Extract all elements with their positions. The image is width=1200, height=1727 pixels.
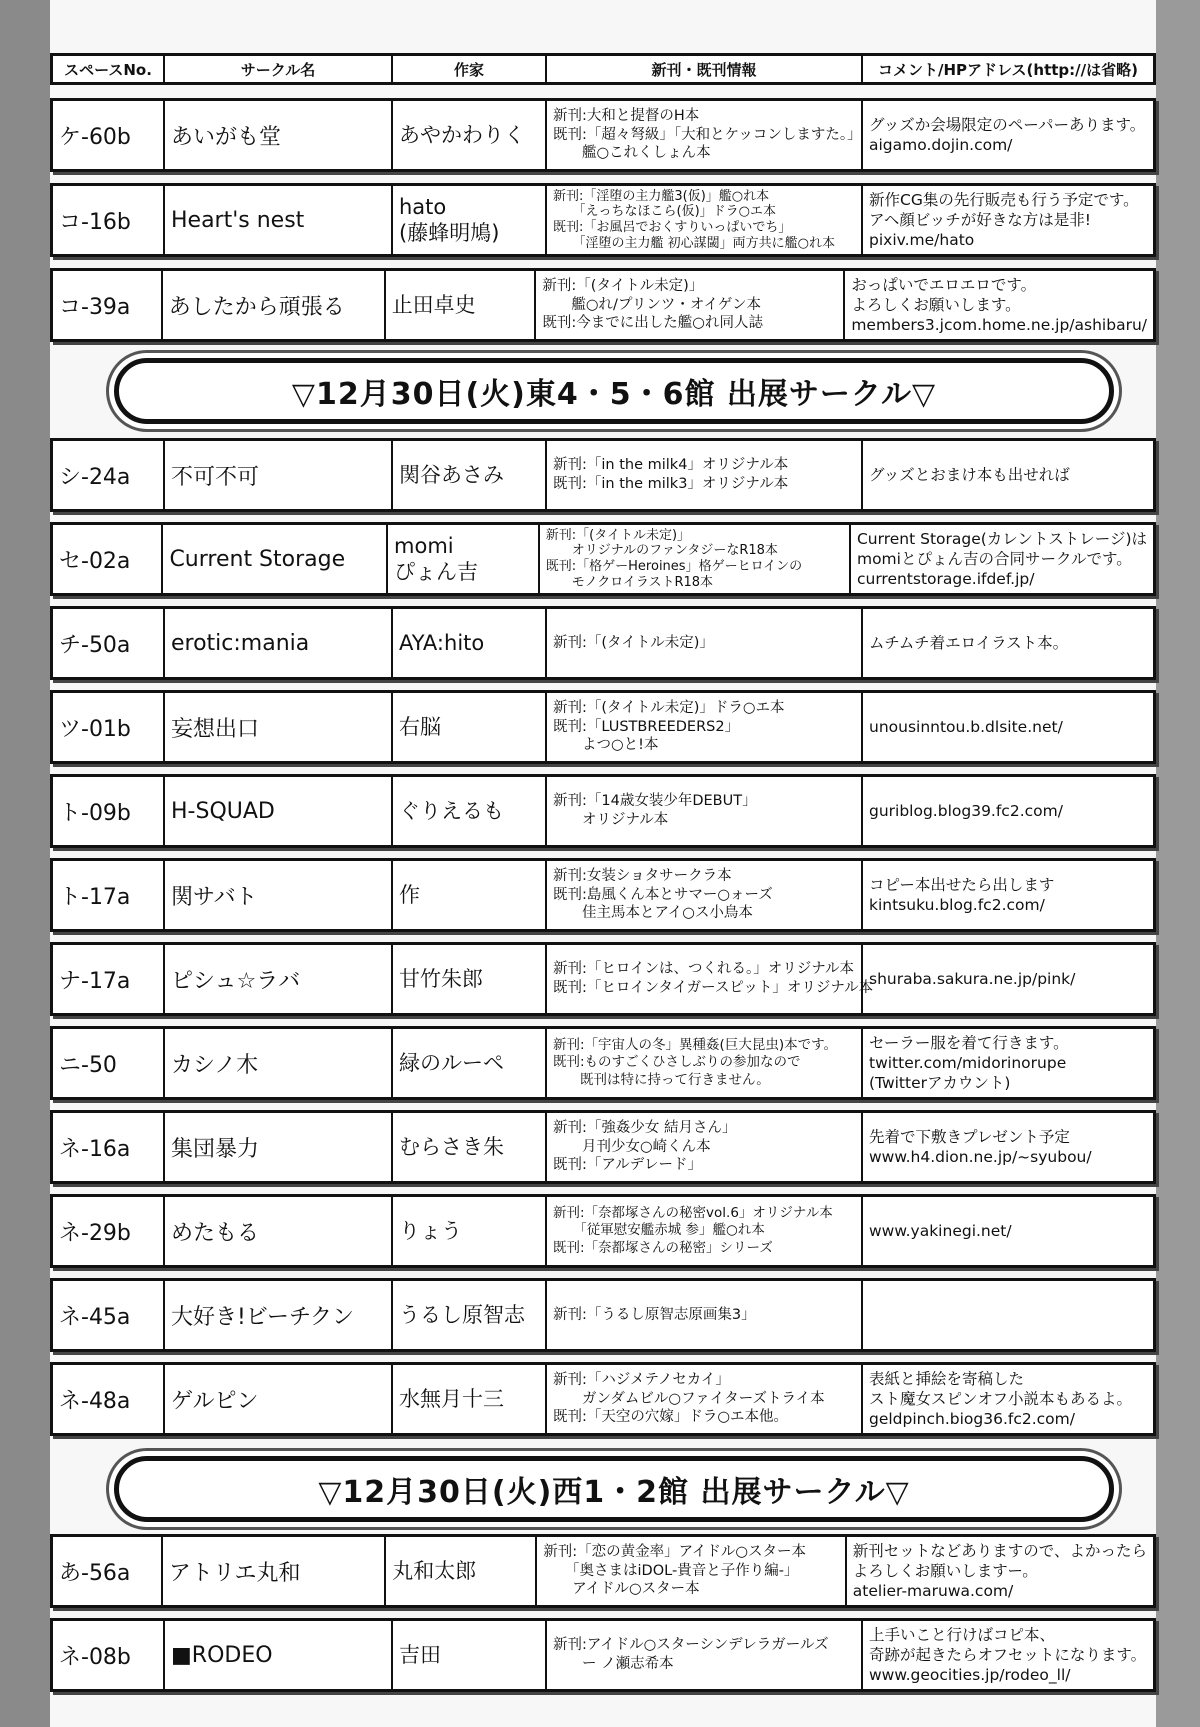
space-no: ネ-16a	[53, 1113, 165, 1181]
space-no: チ-50a	[53, 609, 165, 677]
space-no: ト-17a	[53, 861, 165, 929]
circle-name: H-SQUAD	[165, 777, 393, 845]
circle-name: 関サバト	[165, 861, 393, 929]
table-row	[50, 98, 1156, 172]
comment: 上手いこと行けばコピ本、 奇跡が起きたらオフセットになります。 www.geocities.jp/rodeo_ll/	[869, 1625, 1147, 1685]
comment: 先着で下敷きプレゼント予定 www.h4.dion.ne.jp/~syubou/	[869, 1127, 1092, 1166]
table-row	[50, 1618, 1156, 1692]
comment: unousinntou.b.dlsite.net/	[869, 717, 1063, 736]
comment: セーラー服を着て行きます。 twitter.com/midorinorupe (Twitterアカウント)	[869, 1033, 1069, 1093]
book-info: 新刊:「淫堕の主力艦3(仮)」艦○れ本 「えっちなほこら(仮)」ドラ○エ本 既刊:「お風呂でおくすりいっぱいでち」 「淫堕の主力艦 初心謀閾」両方共に艦○れ本	[547, 186, 863, 254]
section-banner-east: ▽12月30日(火)東4・5・6館 出展サークル▽	[114, 358, 1114, 424]
table-row	[50, 268, 1156, 342]
book-info: 新刊:「宇宙人の冬」異種姦(巨大昆虫)本です。 既刊:ものすごくひさしぶりの参加なので 既刊は特に持って行きません。	[547, 1029, 863, 1097]
space-no: コ-16b	[53, 186, 165, 254]
book-info: 新刊:女装ショタサークラ本 既刊:島風くん本とサマー○ォーズ 佳主馬本とアイ○ス小鳥本	[547, 861, 863, 929]
circle-name: あいがも堂	[165, 101, 393, 169]
header-circle: サークル名	[165, 56, 393, 82]
circle-name: あしたから頑張る	[163, 271, 386, 339]
book-info: 新刊:「14歳女装少年DEBUT」 オリジナル本	[547, 777, 863, 845]
table-row	[50, 606, 1156, 680]
author-name: momi ぴょん吉	[388, 525, 540, 593]
author-name: 緑のルーペ	[393, 1029, 547, 1097]
book-info: 新刊:「(タイトル未定)」 艦○れ/プリンツ・オイゲン本 既刊:今までに出した艦○れ同人誌	[536, 271, 845, 339]
comment: グッズとおまけ本も出せれば	[869, 465, 1070, 484]
table-row	[50, 1026, 1156, 1100]
table-row	[50, 774, 1156, 848]
author-name: 甘竹朱郎	[393, 945, 547, 1013]
comment: Current Storage(カレントストレージ)は momiとぴょん吉の合同サークルです。 currentstorage.ifdef.jp/	[856, 529, 1147, 589]
author-name: 吉田	[393, 1621, 547, 1689]
circle-name: 集団暴力	[165, 1113, 393, 1181]
author-name: AYA:hito	[393, 609, 547, 677]
author-name: ぐりえるも	[393, 777, 547, 845]
author-name: 右脳	[393, 693, 547, 761]
space-no: シ-24a	[53, 441, 165, 509]
header-author: 作家	[393, 56, 547, 82]
circle-name: Heart's nest	[165, 186, 393, 254]
comment: 表紙と挿絵を寄稿した スト魔女スピンオフ小説本もあるよ。 geldpinch.biog36.fc2.com/	[869, 1369, 1133, 1429]
book-info: 新刊:「うるし原智志原画集3」	[547, 1281, 863, 1349]
table-row	[50, 438, 1156, 512]
author-name: むらさき朱	[393, 1113, 547, 1181]
comment: コピー本出せたら出します kintsuku.blog.fc2.com/	[869, 875, 1055, 914]
table-row	[50, 690, 1156, 764]
book-info: 新刊:「恋の黄金率」アイドル○スター本 「奥さまはiDOL-貴音と子作り編-」 アイドル○スター本	[537, 1537, 847, 1605]
space-no: ネ-48a	[53, 1365, 165, 1433]
header-space-no: スペースNo.	[53, 56, 165, 82]
header-info: 新刊・既刊情報	[547, 56, 863, 82]
book-info: 新刊:「(タイトル未定)」	[547, 609, 863, 677]
author-name: 関谷あさみ	[393, 441, 547, 509]
circle-name: 妄想出口	[165, 693, 393, 761]
space-no: コ-39a	[53, 271, 163, 339]
circle-name: 大好き!ビーチクン	[165, 1281, 393, 1349]
table-row	[50, 1362, 1156, 1436]
space-no: ネ-08b	[53, 1621, 165, 1689]
comment: ムチムチ着エロイラスト本。	[869, 633, 1069, 652]
comment: 新刊セットなどありますので、よかったら よろしくお願いしますー。 atelier-maruwa.com/	[852, 1541, 1147, 1601]
comment: guriblog.blog39.fc2.com/	[869, 801, 1063, 820]
catalog-page	[50, 0, 1156, 1727]
author-name: うるし原智志	[393, 1281, 547, 1349]
space-no: ケ-60b	[53, 101, 165, 169]
book-info: 新刊:「in the milk4」オリジナル本 既刊:「in the milk3」オリジナル本	[547, 441, 863, 509]
circle-name: Current Storage	[163, 525, 388, 593]
space-no: ネ-29b	[53, 1197, 165, 1265]
book-info: 新刊:大和と提督のH本 既刊:「超々弩級」「大和とケッコンしますた。」 艦○これくしょん本	[547, 101, 863, 169]
table-row	[50, 1110, 1156, 1184]
space-no: あ-56a	[53, 1537, 163, 1605]
table-row	[50, 1194, 1156, 1268]
author-name: りょう	[393, 1197, 547, 1265]
book-info: 新刊:「(タイトル未定)」 オリジナルのファンタジーなR18本 既刊:「格ゲーHeroines」格ゲーヒロインの モノクロイラストR18本	[540, 525, 851, 593]
comment: shuraba.sakura.ne.jp/pink/	[869, 969, 1076, 988]
page-edge-right	[1156, 0, 1200, 1727]
author-name: 作	[393, 861, 547, 929]
author-name: 丸和太郎	[386, 1537, 537, 1605]
circle-name: 不可不可	[165, 441, 393, 509]
book-info: 新刊:「(タイトル未定)」ドラ○エ本 既刊:「LUSTBREEDERS2」 よつ○と!本	[547, 693, 863, 761]
author-name: 水無月十三	[393, 1365, 547, 1433]
circle-name: アトリエ丸和	[163, 1537, 386, 1605]
section-banner-west: ▽12月30日(火)西1・2館 出展サークル▽	[114, 1456, 1114, 1522]
comment: www.yakinegi.net/	[869, 1221, 1012, 1240]
author-name: あやかわりく	[393, 101, 547, 169]
circle-name: ■RODEO	[165, 1621, 393, 1689]
book-info: 新刊:「ハジメテノセカイ」 ガンダムビル○ファイターズトライ本 既刊:「天空の穴嫁」ドラ○エ本他。	[547, 1365, 863, 1433]
comment: グッズか会場限定のペーパーあります。 aigamo.dojin.com/	[869, 115, 1146, 154]
table-row	[50, 1278, 1156, 1352]
table-row	[50, 522, 1156, 596]
circle-name: erotic:mania	[165, 609, 393, 677]
space-no: ト-09b	[53, 777, 165, 845]
table-row	[50, 183, 1156, 257]
author-name: hato (藤蜂明鳩)	[393, 186, 547, 254]
circle-name: ピシュ☆ラバ	[165, 945, 393, 1013]
table-row	[50, 942, 1156, 1016]
circle-name: カシノ木	[165, 1029, 393, 1097]
space-no: ナ-17a	[53, 945, 165, 1013]
space-no: ネ-45a	[53, 1281, 165, 1349]
book-info: 新刊:「奈都塚さんの秘密vol.6」オリジナル本 「従軍慰安艦赤城 参」艦○れ本 既刊:「奈都塚さんの秘密」シリーズ	[547, 1197, 863, 1265]
comment: おっぱいでエロエロです。 よろしくお願いします。 members3.jcom.home.ne.jp/ashibaru/	[851, 275, 1147, 335]
book-info: 新刊:「強姦少女 結月さん」 月刊少女○崎くん本 既刊:「アルデレード」	[547, 1113, 863, 1181]
space-no: ツ-01b	[53, 693, 165, 761]
book-info: 新刊:「ヒロインは、つくれる。」オリジナル本 既刊:「ヒロインタイガースピット」オリジナル本	[547, 945, 863, 1013]
comment: 新作CG集の先行販売も行う予定です。 アヘ顔ビッチが好きな方は是非! pixiv.me/hato	[869, 190, 1139, 250]
author-name: 止田卓史	[386, 271, 537, 339]
circle-name: めたもる	[165, 1197, 393, 1265]
table-row	[50, 858, 1156, 932]
circle-name: ゲルピン	[165, 1365, 393, 1433]
space-no: セ-02a	[53, 525, 163, 593]
table-header	[50, 53, 1156, 85]
header-comment: コメント/HPアドレス(http://は省略)	[877, 60, 1138, 79]
page-edge-left	[0, 0, 50, 1727]
space-no: ニ-50	[53, 1029, 165, 1097]
table-row	[50, 1534, 1156, 1608]
book-info: 新刊:アイドル○スターシンデレラガールズ ー ノ瀬志希本	[547, 1621, 863, 1689]
comment	[863, 1281, 1153, 1349]
